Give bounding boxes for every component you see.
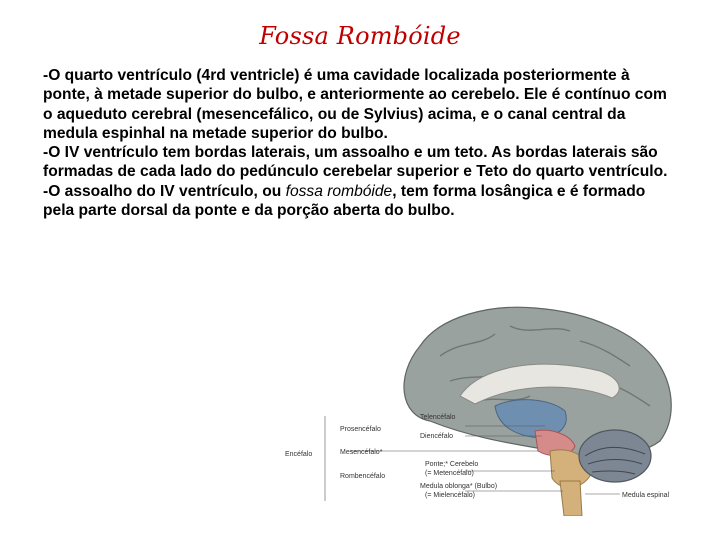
paragraph-rhomboid-fossa bbox=[43, 182, 679, 221]
label-rombencefalo: Rombencéfalo bbox=[340, 473, 386, 480]
paragraph-ventricle-borders: -O IV ventrículo tem bordas laterais, um assoalho e um teto. As bordas laterais são formadas de cada lado do pedúnculo cerebelar superior e Teto do quarto ventrículo. bbox=[43, 144, 668, 181]
label-encefalo: Encéfalo bbox=[285, 451, 313, 458]
brain-sagittal-figure bbox=[280, 286, 694, 516]
label-telencefalo: Telencéfalo bbox=[420, 414, 456, 421]
para3-end: , tem forma losângica e é formado pela parte dorsal da ponte e da porção aberta do bulbo. bbox=[43, 182, 646, 220]
body-text bbox=[43, 66, 679, 220]
label-ponte: Ponte;* Cerebelo bbox=[425, 461, 479, 468]
label-prosencefalo: Prosencéfalo bbox=[340, 426, 381, 433]
medulla bbox=[560, 481, 582, 516]
label-mielencefalo: (= Mielencéfalo) bbox=[425, 492, 475, 499]
para3-start: -O assoalho do IV ventrículo, ou bbox=[43, 182, 286, 200]
paragraph-fourth-ventricle: -O quarto ventrículo (4rd ventricle) é uma cavidade localizada posteriormente à ponte, à metade superior do bulbo, e anteriormente ao cerebelo. Ele é contínuo com o aqueduto cerebral (mesencefálico, ou de Sylvius) acima, e o canal central da medula espinhal na metade superior do bulbo. bbox=[43, 67, 667, 142]
cerebellum bbox=[579, 430, 651, 482]
fossa-romboide-term: fossa rombóide bbox=[285, 182, 393, 200]
label-metencefalo: (= Metencéfalo) bbox=[425, 470, 474, 477]
slide-title: Fossa Rombóide bbox=[259, 22, 461, 50]
label-medula-oblonga: Medula oblonga* (Bulbo) bbox=[420, 483, 498, 490]
label-mesencefalo: Mesencéfalo* bbox=[340, 449, 383, 456]
label-diencefalo: Diencéfalo bbox=[420, 433, 454, 440]
label-medula-espinal: Medula espinal bbox=[622, 492, 670, 499]
